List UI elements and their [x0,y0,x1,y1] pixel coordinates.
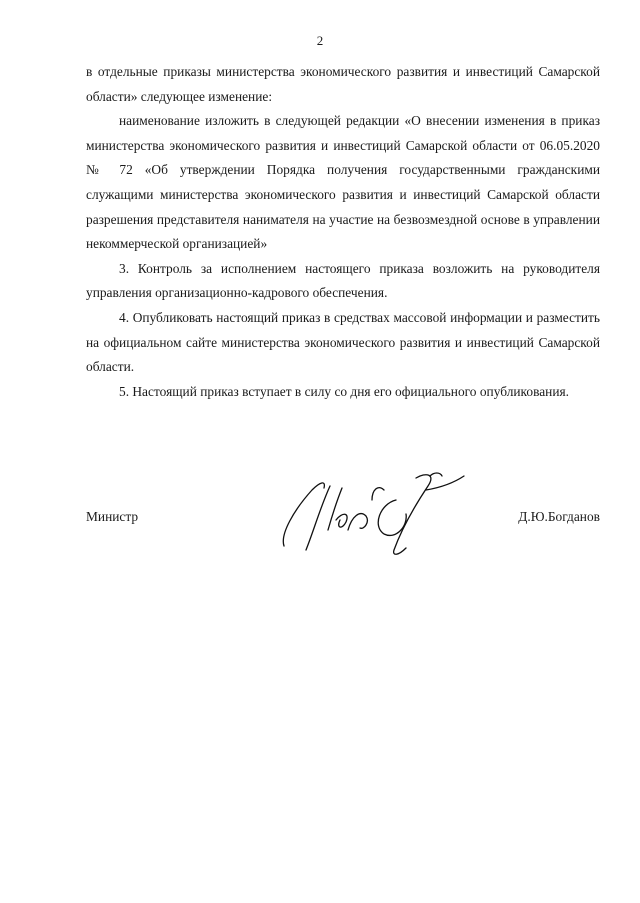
document-body [86,60,600,404]
handwritten-signature [276,460,476,570]
signatory-name: Д.Ю.Богданов [518,509,600,524]
paragraph-title-amendment: наименование изложить в следующей редакции «О внесении изменения в приказ министерства экономического развития и инвестиций Самарской области от 06.05.2020 № 72 «Об утверждении Порядка получения государственными гражданскими служащими министерства экономического развития и инвестиций Самарской области разрешения представителя нанимателя на участие на безвозмездной основе в управлении некоммерческой организацией» [86,113,600,252]
signature-block [86,460,600,570]
paragraph-continuation: в отдельные приказы министерства экономического развития и инвестиций Самарской области» следующее изменение: [86,64,600,104]
signatory-title: Министр [86,509,139,524]
page-number: 2 [316,33,324,48]
paragraph-item-4: 4. Опубликовать настоящий приказ в средствах массовой информации и разместить на официальном сайте министерства экономического развития и инвестиций Самарской области. [86,309,600,375]
paragraph-item-3: 3. Контроль за исполнением настоящего приказа возложить на руководителя управления организационно-кадрового обеспечения. [86,260,600,301]
paragraph-item-5: 5. Настоящий приказ вступает в силу со дня его официального опубликования. [119,383,569,399]
